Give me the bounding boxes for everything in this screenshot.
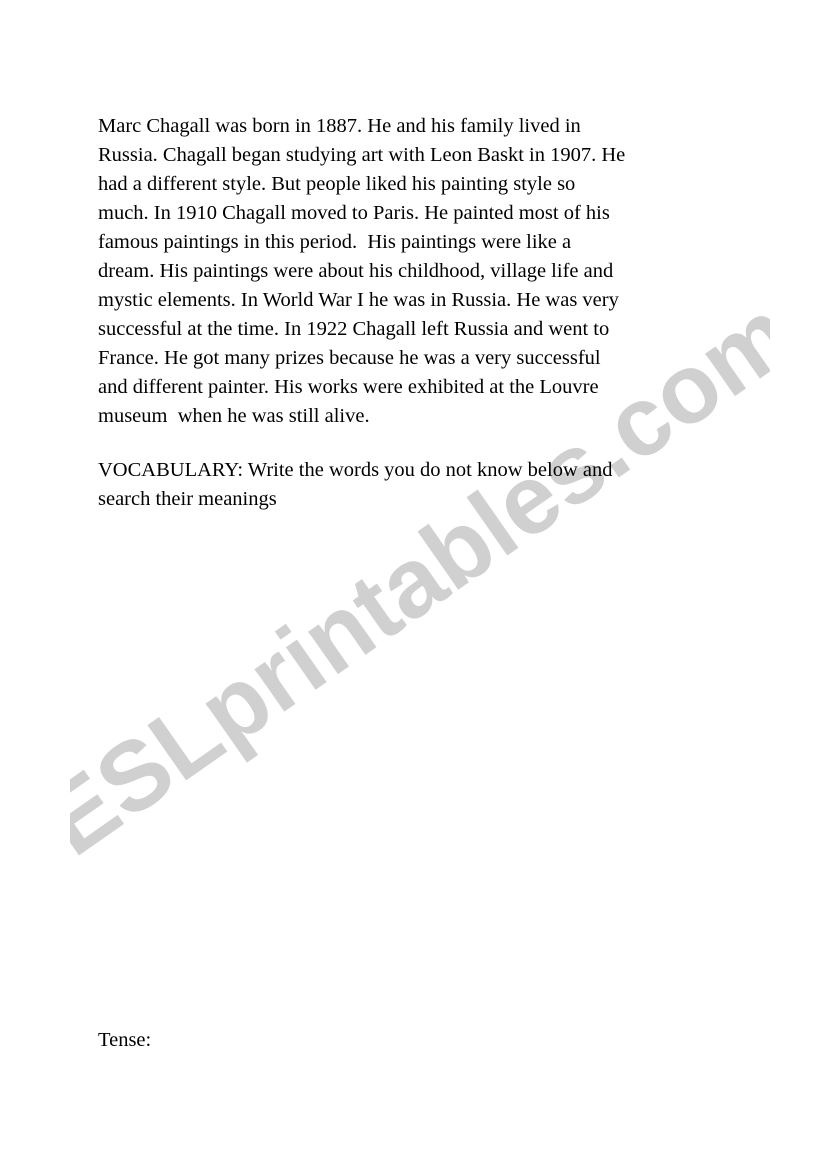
story-line: Russia. Chagall began studying art with Leon Baskt in 1907. He bbox=[98, 144, 626, 166]
story-line: dream. His paintings were about his childhood, village life and bbox=[98, 260, 614, 282]
story-line: much. In 1910 Chagall moved to Paris. He painted most of his bbox=[98, 202, 610, 224]
vocabulary-line: search their meanings bbox=[98, 488, 277, 510]
story-line: had a different style. But people liked his painting style so bbox=[98, 173, 576, 195]
story-line: successful at the time. In 1922 Chagall left Russia and went to bbox=[98, 318, 610, 340]
tense-label: Tense: bbox=[98, 1029, 152, 1051]
story-line: and different painter. His works were exhibited at the Louvre bbox=[98, 376, 599, 398]
story-line: museum when he was still alive. bbox=[98, 405, 370, 427]
story-line: famous paintings in this period. His paintings were like a bbox=[98, 231, 572, 253]
watermark-text: ESLprintables.com bbox=[70, 280, 770, 877]
story-line: France. He got many prizes because he was a very successful bbox=[98, 347, 601, 369]
story-paragraph bbox=[98, 112, 625, 431]
story-line: mystic elements. In World War I he was in Russia. He was very bbox=[98, 289, 619, 311]
vocabulary-instruction bbox=[98, 456, 613, 514]
vocabulary-line: VOCABULARY: Write the words you do not know below and bbox=[98, 459, 613, 481]
story-line: Marc Chagall was born in 1887. He and his family lived in bbox=[98, 115, 581, 137]
